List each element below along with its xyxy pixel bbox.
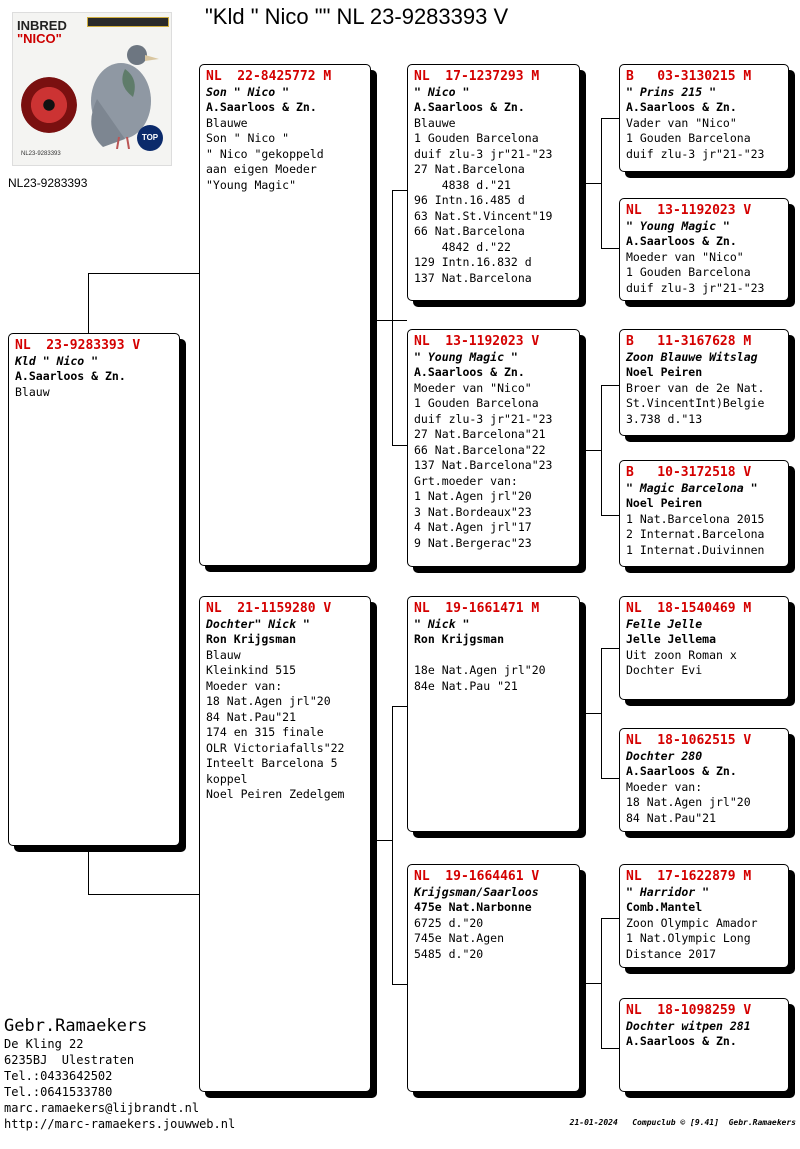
pedigree-card-sire[interactable]: [199, 64, 371, 566]
connector: [601, 118, 619, 119]
ring-number: NL 13-1192023 V: [626, 203, 752, 218]
pigeon-name: Kld " Nico ": [15, 353, 99, 368]
pedigree-note-line: Distance 2017: [626, 946, 717, 961]
breeder-name: A.Saarloos & Zn.: [15, 369, 126, 383]
pedigree-note-line: "Young Magic": [206, 177, 297, 192]
connector: [601, 385, 602, 515]
pedigree-note-line: duif zlu-3 jr"21-"23: [414, 411, 553, 426]
connector: [88, 273, 89, 333]
pigeon-name: Zoon Blauwe Witslag: [626, 349, 758, 364]
pedigree-note-line: Kleinkind 515: [206, 663, 297, 677]
pedigree-note-line: 6725 d."20: [414, 915, 484, 930]
pedigree-note-line: Moeder van:: [626, 779, 703, 794]
connector: [88, 273, 199, 274]
connector: [392, 706, 407, 707]
breeder-name: 475e Nat.Narbonne: [414, 900, 532, 914]
pedigree-note-line: 1 Nat.Barcelona 2015: [626, 511, 765, 526]
pedigree-note-line: Blauwe: [206, 115, 248, 130]
ring-number: NL 19-1661471 M: [414, 601, 540, 616]
pigeon-name: " Young Magic ": [626, 218, 730, 233]
pedigree-note-line: 27 Nat.Barcelona"21: [414, 427, 546, 441]
owner-lines: [4, 1036, 235, 1132]
pedigree-note-line: duif zlu-3 jr"21-"23: [626, 146, 765, 161]
pedigree-note-line: Moeder van:: [206, 678, 283, 693]
ring-number: NL 17-1622879 M: [626, 869, 752, 884]
pedigree-note-line: Broer van de 2e Nat.: [626, 380, 765, 395]
breeder-name: Ron Krijgsman: [414, 632, 505, 646]
breeder-name: Noel Peiren: [626, 496, 703, 510]
pedigree-note-line: 3.738 d."13: [626, 411, 703, 426]
ring-number: NL 18-1062515 V: [626, 733, 752, 748]
connector: [586, 713, 601, 714]
connector: [586, 983, 601, 984]
pedigree-note-line: 1 Gouden Barcelona: [414, 131, 539, 145]
connector: [377, 840, 392, 841]
pedigree-note-line: 66 Nat.Barcelona: [414, 224, 525, 238]
pedigree-note-line: aan eigen Moeder: [206, 162, 317, 176]
ring-number: NL 21-1159280 V: [206, 601, 332, 616]
pedigree-note-line: 1 Nat.Agen jrl"20: [414, 489, 532, 503]
pedigree-card-dam-dam-dam[interactable]: [619, 998, 789, 1092]
ring-number: NL 19-1664461 V: [414, 869, 540, 884]
pedigree-note-line: Blauwe: [414, 115, 456, 130]
pedigree-card-sire-dam[interactable]: [407, 329, 580, 567]
pigeon-photo: [12, 12, 172, 166]
ring-number: NL 23-9283393 V: [15, 338, 141, 353]
pedigree-note-line: 84 Nat.Pau"21: [626, 810, 717, 825]
connector: [586, 450, 601, 451]
pedigree-note-line: duif zlu-3 jr"21-"23: [626, 280, 765, 295]
connector: [586, 183, 601, 184]
owner-contact-line: http://marc-ramaekers.jouwweb.nl: [4, 1117, 236, 1131]
connector: [392, 445, 407, 446]
pedigree-note-line: 1 Gouden Barcelona: [626, 265, 751, 279]
connector: [601, 918, 602, 1048]
pedigree-note-line: " Nico "gekoppeld: [206, 146, 324, 161]
owner-contact-line: marc.ramaekers@lijbrandt.nl: [4, 1101, 200, 1115]
pedigree-note-line: 18e Nat.Agen jrl"20: [414, 663, 546, 677]
pedigree-note-line: 3 Nat.Bordeaux"23: [414, 504, 532, 519]
pigeon-eye-image: [21, 77, 77, 133]
pedigree-note-line: 5485 d."20: [414, 946, 484, 961]
breeder-name: A.Saarloos & Zn.: [626, 764, 737, 778]
photo-heading-text: INBRED: [17, 18, 67, 33]
pedigree-note-line: OLR Victoriafalls"22: [206, 740, 345, 755]
pigeon-name: " Harridor ": [626, 884, 710, 899]
ring-number: B 10-3172518 V: [626, 465, 752, 480]
pigeon-name: " Nico ": [414, 84, 470, 99]
breeder-name: Noel Peiren: [626, 365, 703, 379]
pedigree-note-line: Zoon Olympic Amador: [626, 915, 758, 930]
photo-subheading-text: "NICO": [17, 31, 62, 46]
breeder-name: Ron Krijgsman: [206, 632, 297, 646]
owner-name: Gebr.Ramaekers: [4, 1016, 148, 1036]
ring-number: NL 18-1098259 V: [626, 1003, 752, 1018]
pigeon-name: " Prins 215 ": [626, 84, 717, 99]
pigeon-name: " Nick ": [414, 616, 470, 631]
pedigree-note-line: 1 Internat.Duivinnen: [626, 542, 765, 557]
photo-heading: [17, 19, 67, 45]
connector: [601, 918, 619, 919]
connector: [392, 984, 407, 985]
photo-ring-text: NL23-9283393: [21, 151, 61, 157]
pedigree-card-dam-dam[interactable]: [407, 864, 580, 1092]
connector: [601, 778, 619, 779]
owner-contact-line: 6235BJ Ulestraten: [4, 1053, 135, 1067]
top-badge: TOP: [137, 125, 163, 151]
pedigree-note-line: 745e Nat.Agen: [414, 931, 505, 945]
connector: [392, 190, 407, 191]
pedigree-note-line: Son " Nico ": [206, 131, 290, 145]
pedigree-card-sire-dam-sire[interactable]: [619, 329, 789, 436]
pedigree-note-line: 2 Internat.Barcelona: [626, 527, 765, 541]
owner-contact-line: Tel.:0433642502: [4, 1069, 113, 1083]
pedigree-note-line: 9 Nat.Bergerac"23: [414, 535, 532, 550]
breeder-name: A.Saarloos & Zn.: [414, 100, 525, 114]
connector: [601, 515, 619, 516]
pedigree-note-line: 27 Nat.Barcelona: [414, 162, 525, 176]
pedigree-card-sire-sire-dam[interactable]: [619, 198, 789, 301]
pigeon-name: Dochter witpen 281: [626, 1018, 751, 1033]
breeder-name: A.Saarloos & Zn.: [206, 100, 317, 114]
pedigree-card-dam-sire-dam[interactable]: [619, 728, 789, 832]
photo-label: NL23-9283393: [8, 176, 88, 190]
breeder-name: Jelle Jellema: [626, 632, 717, 646]
footer-credit: 21-01-2024 Compuclub © [9.41] Gebr.Ramaekers: [569, 1118, 796, 1127]
pedigree-note-line: Blauw: [206, 647, 241, 662]
pedigree-card-dam-sire-sire[interactable]: [619, 596, 789, 700]
pigeon-name: Felle Jelle: [626, 616, 703, 631]
connector: [392, 706, 393, 984]
ring-number: NL 17-1237293 M: [414, 69, 540, 84]
breeder-name: A.Saarloos & Zn.: [414, 365, 525, 379]
pedigree-note-line: 4838 d."21: [414, 177, 511, 192]
pedigree-card-sire-sire-sire[interactable]: [619, 64, 789, 172]
ring-number: NL 18-1540469 M: [626, 601, 752, 616]
pigeon-name: Dochter" Nick ": [206, 616, 310, 631]
connector: [601, 648, 619, 649]
pedigree-note-line: Blauw: [15, 384, 50, 399]
owner-contact-line: Tel.:0641533780: [4, 1085, 113, 1099]
owner-info: [4, 1016, 235, 1132]
breeder-name: Comb.Mantel: [626, 900, 703, 914]
pigeon-name: Krijgsman/Saarloos: [414, 884, 539, 899]
connector: [601, 248, 619, 249]
pedigree-note-line: 18 Nat.Agen jrl"20: [626, 795, 751, 809]
owner-contact-line: De Kling 22: [4, 1037, 84, 1051]
pedigree-card-sire-dam-dam[interactable]: [619, 460, 789, 567]
pedigree-note-line: 4 Nat.Agen jrl"17: [414, 520, 532, 534]
pedigree-note-line: 1 Gouden Barcelona: [414, 396, 539, 410]
pedigree-note-line: 137 Nat.Barcelona: [414, 270, 532, 285]
connector: [88, 846, 89, 894]
pedigree-note-line: Dochter Evi: [626, 663, 703, 677]
pedigree-card-dam-dam-sire[interactable]: [619, 864, 789, 968]
connector: [601, 648, 602, 778]
photo-banner: [87, 17, 169, 27]
pigeon-name: " Young Magic ": [414, 349, 518, 364]
pedigree-note-line: 129 Intn.16.832 d: [414, 255, 532, 269]
connector: [601, 1048, 619, 1049]
pedigree-note-line: St.VincentInt)Belgie: [626, 396, 765, 410]
pedigree-note-line: 96 Intn.16.485 d: [414, 193, 525, 207]
pedigree-note-line: 174 en 315 finale: [206, 725, 324, 739]
pigeon-name: Dochter 280: [626, 748, 703, 763]
pedigree-note-line: 1 Nat.Olympic Long: [626, 931, 751, 945]
pedigree-note-line: Moeder van "Nico": [626, 249, 744, 264]
breeder-name: A.Saarloos & Zn.: [626, 234, 737, 248]
pedigree-note-line: Grt.moeder van:: [414, 473, 518, 488]
page-title: "Kld " Nico "" NL 23-9283393 V: [205, 4, 509, 29]
pedigree-note-line: 84e Nat.Pau "21: [414, 678, 518, 693]
pedigree-note-line: 4842 d."22: [414, 239, 511, 254]
ring-number: NL 22-8425772 M: [206, 69, 332, 84]
pedigree-card-dam-sire[interactable]: [407, 596, 580, 832]
pigeon-name: Son " Nico ": [206, 84, 290, 99]
connector: [601, 118, 602, 248]
pedigree-note-line: 63 Nat.St.Vincent"19: [414, 208, 553, 223]
pedigree-note-line: [414, 648, 573, 664]
pedigree-note-line: Uit zoon Roman x: [626, 647, 737, 662]
pedigree-note-line: duif zlu-3 jr"21-"23: [414, 146, 553, 161]
ring-number: B 03-3130215 M: [626, 69, 752, 84]
breeder-name: A.Saarloos & Zn.: [626, 100, 737, 114]
connector: [88, 894, 199, 895]
pedigree-card-sire-sire[interactable]: [407, 64, 580, 301]
breeder-name: A.Saarloos & Zn.: [626, 1034, 737, 1048]
pedigree-note-line: 84 Nat.Pau"21: [206, 709, 297, 724]
ring-number: B 11-3167628 M: [626, 334, 752, 349]
pedigree-note-line: Moeder van "Nico": [414, 380, 532, 395]
pedigree-note-line: 137 Nat.Barcelona"23: [414, 458, 553, 472]
pedigree-note-line: Noel Peiren Zedelgem: [206, 787, 345, 801]
pedigree-note-line: 1 Gouden Barcelona: [626, 131, 751, 145]
connector: [392, 190, 393, 445]
pedigree-note-line: 66 Nat.Barcelona"22: [414, 442, 546, 457]
connector: [601, 385, 619, 386]
pedigree-card-subject[interactable]: [8, 333, 180, 846]
ring-number: NL 13-1192023 V: [414, 334, 540, 349]
pedigree-note-line: Vader van "Nico": [626, 115, 737, 130]
pigeon-name: " Magic Barcelona ": [626, 480, 758, 495]
pedigree-note-line: 18 Nat.Agen jrl"20: [206, 694, 331, 708]
pedigree-note-line: Inteelt Barcelona 5: [206, 756, 338, 770]
pedigree-note-line: koppel: [206, 771, 248, 786]
